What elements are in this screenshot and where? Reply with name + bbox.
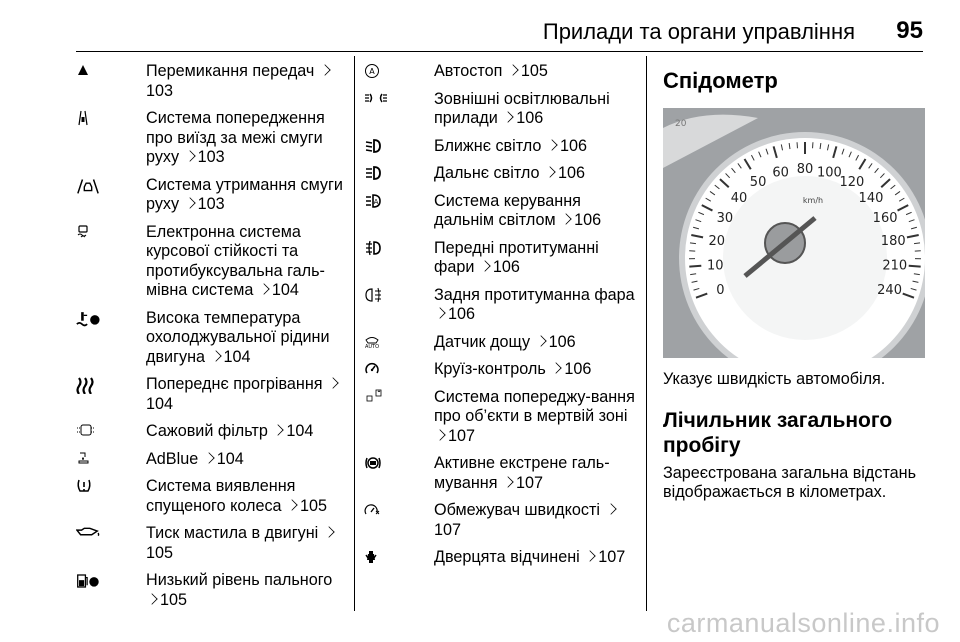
- indicator-label: Зовнішні освітлювальні прилади: [434, 89, 610, 127]
- page-reference-link[interactable]: 104: [223, 347, 251, 366]
- page-reference-link[interactable]: 106: [516, 109, 544, 127]
- speed-unit-label: km/h: [802, 196, 824, 205]
- indicator-label: Система керування дальнім світлом: [434, 191, 581, 229]
- page-reference-arrow-icon: [605, 503, 616, 514]
- header-rule: [76, 51, 923, 52]
- indicator-label: Передні протитуманні фари: [434, 238, 599, 276]
- dial-tick-label: 180: [880, 234, 906, 250]
- indicator-label: Обмежувач швидкості: [434, 501, 601, 519]
- indicator-label: Сажовий фільтр: [146, 422, 268, 440]
- speedometer-image: [663, 108, 925, 358]
- page-reference-arrow-icon: [544, 166, 555, 177]
- indicator-entry: [76, 109, 346, 168]
- indicator-label: AdBlue: [146, 449, 199, 468]
- autostop-icon: [364, 63, 388, 81]
- indicator-label: Дверцята відчинені: [434, 548, 580, 566]
- page-reference-link[interactable]: 104: [146, 394, 174, 413]
- indicator-list-column-1: [76, 62, 346, 618]
- indicator-entry: [76, 477, 346, 516]
- dial-tick-label: 160: [872, 210, 898, 226]
- speedometer-description: Указує швидкість автомобіля.: [663, 370, 886, 388]
- page-reference-link[interactable]: 104: [271, 281, 299, 299]
- dial-tick: [909, 266, 921, 267]
- page-reference-arrow-icon: [286, 499, 297, 510]
- page-reference-link[interactable]: 106: [558, 164, 586, 182]
- indicator-entry: [76, 422, 346, 442]
- indicator-entry: [364, 137, 640, 157]
- diesel-particulate-filter-icon: [76, 423, 100, 441]
- indicator-label: Тиск мастила в двигуні: [146, 524, 319, 542]
- page-reference-link[interactable]: 107: [448, 426, 476, 445]
- dial-tick: [689, 266, 701, 267]
- low-fuel-icon: [76, 572, 100, 590]
- indicator-label: Система виявлення спущеного колеса: [146, 477, 296, 515]
- page-reference-link[interactable]: 103: [197, 195, 225, 213]
- indicator-label: Система попередження про виїзд за межі смуги руху: [146, 109, 325, 166]
- watermark: carmanualsonline.info: [666, 608, 940, 638]
- lane-keep-assist-icon: [76, 177, 100, 195]
- cruise-control-icon: [364, 361, 388, 379]
- dial-tick-label: 20: [708, 234, 726, 250]
- page-reference-link[interactable]: 103: [197, 148, 225, 166]
- page-reference-link[interactable]: 105: [520, 62, 548, 80]
- indicator-list-column-2: [364, 62, 640, 576]
- section-title: Спідометр: [663, 68, 778, 93]
- indicator-entry: [76, 62, 346, 101]
- page-reference-arrow-icon: [327, 377, 338, 388]
- svg-text:A: A: [373, 197, 379, 206]
- door-open-icon: [364, 549, 388, 567]
- high-beam-icon: [364, 165, 388, 183]
- low-beam-icon: [364, 138, 388, 156]
- indicator-entry: [76, 524, 346, 563]
- indicator-entry: [76, 176, 346, 215]
- rear-fog-light-icon: [364, 287, 388, 305]
- page-reference-arrow-icon: [546, 139, 557, 150]
- lane-departure-icon: [76, 110, 100, 128]
- indicator-entry: [76, 571, 346, 610]
- page-reference-arrow-icon: [146, 593, 157, 604]
- page-reference-arrow-icon: [535, 335, 546, 346]
- indicator-label: Дальнє світло: [434, 164, 540, 182]
- indicator-entry: [364, 454, 640, 493]
- page-reference-arrow-icon: [184, 150, 195, 161]
- indicator-label: Попереднє прогрівання: [146, 375, 323, 393]
- page-reference-link[interactable]: 105: [300, 496, 328, 515]
- indicator-label: Активне екстрене галь-мування: [434, 454, 610, 492]
- page-reference-link[interactable]: 106: [564, 360, 592, 378]
- subsection-title: Лічильник загального пробігу: [663, 408, 893, 457]
- corner-label: 20: [675, 119, 687, 129]
- page-reference-link[interactable]: 106: [574, 211, 602, 229]
- indicator-label: Ближнє світло: [434, 136, 542, 155]
- page-reference-link[interactable]: 104: [286, 422, 314, 440]
- indicator-label: Автостоп: [434, 62, 503, 80]
- dial-tick-label: 10: [706, 258, 724, 274]
- page-reference-link[interactable]: 106: [559, 136, 587, 155]
- front-fog-light-icon: [364, 240, 388, 258]
- dial-tick-label: 80: [796, 162, 814, 177]
- indicator-label: Задня протитуманна фара: [434, 285, 635, 304]
- page-reference-link[interactable]: 106: [448, 305, 476, 323]
- indicator-entry: [364, 239, 640, 278]
- page-reference-arrow-icon: [503, 111, 514, 122]
- indicator-label: Датчик дощу: [434, 332, 531, 351]
- indicator-entry: [364, 286, 640, 325]
- odometer-description: Зареєстрована загальна відстань відображається в кілометрах.: [663, 463, 917, 501]
- indicator-entry: [364, 548, 640, 568]
- indicator-entry: [364, 164, 640, 184]
- speed-limiter-icon: [364, 502, 388, 520]
- dial-tick-label: 50: [749, 175, 767, 191]
- page-header: [0, 0, 960, 50]
- rain-sensor-icon: [364, 334, 388, 352]
- page-number: 95: [896, 17, 923, 44]
- indicator-entry: [364, 333, 640, 353]
- page-reference-link[interactable]: 107: [515, 473, 543, 492]
- oil-pressure-icon: [76, 525, 100, 543]
- exterior-lights-icon: [364, 91, 388, 109]
- dial-tick-label: 140: [858, 190, 884, 206]
- dial-tick-label: 60: [772, 165, 789, 181]
- indicator-label: Низький рівень пального: [146, 571, 333, 589]
- gear-shift-arrow-icon: [76, 63, 100, 81]
- page-reference-link[interactable]: 106: [548, 332, 576, 351]
- page-reference-arrow-icon: [210, 350, 221, 361]
- page-reference-arrow-icon: [434, 429, 445, 440]
- indicator-label: Круїз-контроль: [434, 360, 546, 378]
- dial-tick-label: 40: [730, 190, 748, 206]
- adblue-icon: [76, 451, 100, 469]
- glow-plug-icon: [76, 376, 100, 394]
- indicator-entry: [364, 388, 640, 447]
- svg-text:AUTO: AUTO: [364, 343, 380, 350]
- page-reference-arrow-icon: [560, 213, 571, 224]
- page-reference-arrow-icon: [434, 307, 445, 318]
- indicator-label: Висока температура охолоджувальної рідини двигуна: [146, 308, 330, 366]
- page-reference-link[interactable]: 105: [146, 543, 174, 562]
- page-title: Прилади та органи управління: [542, 19, 855, 44]
- svg-text:A: A: [369, 67, 375, 76]
- page-reference-arrow-icon: [273, 424, 284, 435]
- dial-tick-label: 30: [716, 210, 734, 226]
- indicator-entry: [364, 360, 640, 380]
- page-reference-arrow-icon: [184, 197, 195, 208]
- page-reference-link[interactable]: 106: [492, 258, 520, 276]
- page-reference-link[interactable]: 107: [598, 548, 626, 566]
- dial-tick-label: 0: [716, 282, 725, 298]
- column-divider-left: [354, 56, 355, 611]
- dial-tick-label: 100: [816, 165, 842, 181]
- page-reference-arrow-icon: [507, 64, 518, 75]
- indicator-entry: [364, 90, 640, 129]
- blind-spot-icon: [364, 389, 388, 407]
- speedometer-section: [663, 62, 925, 503]
- page-reference-arrow-icon: [479, 260, 490, 271]
- page-reference-link[interactable]: 104: [216, 449, 244, 468]
- page-reference-arrow-icon: [502, 476, 513, 487]
- page-reference-arrow-icon: [203, 452, 214, 463]
- dial-tick-label: 240: [877, 282, 902, 298]
- page-reference-link[interactable]: 103: [146, 81, 174, 100]
- indicator-label: Перемикання передач: [146, 62, 315, 80]
- column-divider-right: [646, 56, 647, 611]
- high-beam-assist-icon: [364, 193, 388, 211]
- indicator-entry: [76, 223, 346, 301]
- indicator-label: Система утримання смуги руху: [146, 175, 343, 213]
- indicator-label: Електронна система курсової стійкості та протибуксувальна галь-мівна система: [146, 222, 325, 299]
- indicator-entry: [76, 375, 346, 414]
- dial-tick-label: 120: [839, 175, 865, 191]
- indicator-entry: [364, 192, 640, 231]
- esc-icon: [76, 224, 100, 242]
- indicator-label: Система попереджу-вання про об’єкти в мертвій зоні: [434, 387, 635, 425]
- page-reference-arrow-icon: [323, 526, 334, 537]
- tire-pressure-icon: [76, 478, 100, 496]
- indicator-entry: [76, 309, 346, 368]
- page-reference-arrow-icon: [258, 283, 269, 294]
- page-reference-arrow-icon: [585, 550, 596, 561]
- coolant-temperature-icon: [76, 310, 100, 328]
- page-reference-arrow-icon: [319, 64, 330, 75]
- page-reference-link[interactable]: 107: [434, 520, 462, 539]
- indicator-entry: [364, 501, 640, 540]
- page-reference-link[interactable]: 105: [160, 590, 188, 609]
- indicator-entry: [364, 62, 640, 82]
- dial-tick-label: 210: [882, 258, 908, 274]
- emergency-braking-icon: [364, 455, 388, 473]
- page-reference-arrow-icon: [551, 362, 562, 373]
- indicator-entry: [76, 450, 346, 470]
